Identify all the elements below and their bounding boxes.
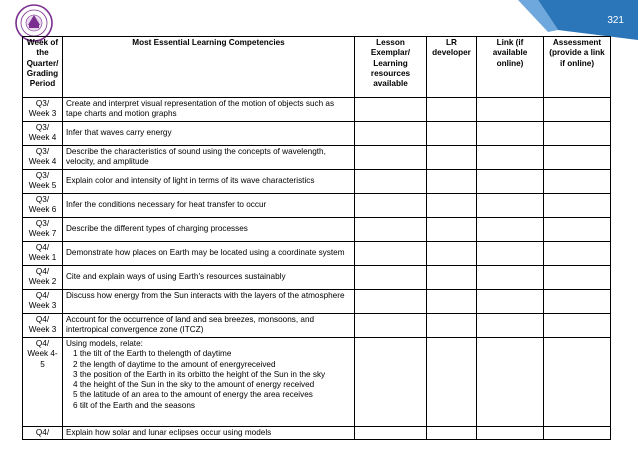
competency-cell: Create and interpret visual representation of the motion of objects such as tape charts and motion graphs xyxy=(63,98,355,122)
competency-cell-models xyxy=(63,338,355,427)
lesson-cell xyxy=(355,290,427,314)
week-cell: Q4/ Week 1 xyxy=(23,242,63,266)
lr-cell xyxy=(427,122,477,146)
assessment-cell xyxy=(544,314,611,338)
lesson-cell xyxy=(355,170,427,194)
assessment-cell xyxy=(544,122,611,146)
link-cell xyxy=(477,194,544,218)
link-cell xyxy=(477,98,544,122)
competency-cell: Infer that waves carry energy xyxy=(63,122,355,146)
lr-cell xyxy=(427,290,477,314)
assessment-cell xyxy=(544,194,611,218)
week-cell: Q3/ Week 4 xyxy=(23,146,63,170)
table-row xyxy=(23,122,611,146)
competency-cell: Infer the conditions necessary for heat transfer to occur xyxy=(63,194,355,218)
assessment-cell xyxy=(544,338,611,427)
competency-cell: Cite and explain ways of using Earth's resources sustainably xyxy=(63,266,355,290)
models-item: 6 tilt of the Earth and the seasons xyxy=(73,400,195,410)
link-cell xyxy=(477,338,544,427)
page-number: 321 xyxy=(607,15,624,26)
lesson-cell xyxy=(355,427,427,440)
lesson-cell xyxy=(355,218,427,242)
link-cell xyxy=(477,218,544,242)
lesson-cell xyxy=(355,266,427,290)
assessment-cell xyxy=(544,218,611,242)
lesson-cell xyxy=(355,242,427,266)
week-cell: Q4/ xyxy=(23,427,63,440)
competency-cell: Explain how solar and lunar eclipses occur using models xyxy=(63,427,355,440)
models-item: 3 the position of the Earth in its orbitto the height of the Sun in the sky xyxy=(73,369,326,379)
lr-cell xyxy=(427,427,477,440)
lesson-cell xyxy=(355,146,427,170)
assessment-cell xyxy=(544,98,611,122)
col-header-link: Link (if available online) xyxy=(477,37,544,98)
link-cell xyxy=(477,242,544,266)
link-cell xyxy=(477,170,544,194)
models-item: 1 the tilt of the Earth to thelength of daytime xyxy=(73,349,232,359)
week-cell: Q3/ Week 4 xyxy=(23,122,63,146)
lr-cell xyxy=(427,266,477,290)
table-row xyxy=(23,266,611,290)
table-row xyxy=(23,194,611,218)
link-cell xyxy=(477,314,544,338)
col-header-competency: Most Essential Learning Competencies xyxy=(63,37,355,98)
table-row xyxy=(23,242,611,266)
models-intro: Using models, relate: xyxy=(66,339,143,348)
table-row xyxy=(23,290,611,314)
table-row xyxy=(23,170,611,194)
link-cell xyxy=(477,427,544,440)
competency-cell: Discuss how energy from the Sun interacts with the layers of the atmosphere xyxy=(63,290,355,314)
lr-cell xyxy=(427,218,477,242)
lesson-cell xyxy=(355,338,427,427)
lr-cell xyxy=(427,194,477,218)
table-row-models xyxy=(23,338,611,427)
lr-cell xyxy=(427,338,477,427)
week-cell: Q3/ Week 3 xyxy=(23,98,63,122)
col-header-assessment: Assessment (provide a link if online) xyxy=(544,37,611,98)
lr-cell xyxy=(427,170,477,194)
table-row xyxy=(23,146,611,170)
lesson-cell xyxy=(355,122,427,146)
lr-cell xyxy=(427,314,477,338)
assessment-cell xyxy=(544,427,611,440)
col-header-week: Week of the Quarter/ Grading Period xyxy=(23,37,63,98)
col-header-lr: LR developer xyxy=(427,37,477,98)
competency-cell: Demonstrate how places on Earth may be located using a coordinate system xyxy=(63,242,355,266)
lr-cell xyxy=(427,146,477,170)
assessment-cell xyxy=(544,290,611,314)
table-row xyxy=(23,427,611,440)
week-cell: Q3/ Week 6 xyxy=(23,194,63,218)
link-cell xyxy=(477,266,544,290)
models-item: 2 the length of daytime to the amount of energyreceived xyxy=(73,359,276,369)
week-cell: Q4/ Week 2 xyxy=(23,266,63,290)
table-row xyxy=(23,218,611,242)
lesson-cell xyxy=(355,194,427,218)
competency-cell: Describe the characteristics of sound using the concepts of wavelength, velocity, and amplitude xyxy=(63,146,355,170)
lesson-cell xyxy=(355,314,427,338)
table-row xyxy=(23,98,611,122)
assessment-cell xyxy=(544,146,611,170)
col-header-lesson: Lesson Exemplar/ Learning resources available xyxy=(355,37,427,98)
competency-cell: Explain color and intensity of light in terms of its wave characteristics xyxy=(63,170,355,194)
link-cell xyxy=(477,122,544,146)
week-cell: Q4/ Week 4-5 xyxy=(23,338,63,427)
week-cell: Q4/ Week 3 xyxy=(23,290,63,314)
lr-cell xyxy=(427,242,477,266)
week-cell: Q3/ Week 5 xyxy=(23,170,63,194)
assessment-cell xyxy=(544,242,611,266)
lr-cell xyxy=(427,98,477,122)
week-cell: Q3/ Week 7 xyxy=(23,218,63,242)
models-item: 5 the latitude of an area to the amount of energy the area receives xyxy=(73,390,313,400)
melc-table xyxy=(22,36,611,440)
table-row xyxy=(23,314,611,338)
week-cell: Q4/ Week 3 xyxy=(23,314,63,338)
table-header-row xyxy=(23,37,611,98)
competency-cell: Describe the different types of charging processes xyxy=(63,218,355,242)
link-cell xyxy=(477,290,544,314)
lesson-cell xyxy=(355,98,427,122)
models-item: 4 the height of the Sun in the sky to the amount of energy received xyxy=(73,380,315,389)
link-cell xyxy=(477,146,544,170)
assessment-cell xyxy=(544,266,611,290)
competency-cell: Account for the occurrence of land and sea breezes, monsoons, and intertropical convergence zone (ITCZ) xyxy=(63,314,355,338)
assessment-cell xyxy=(544,170,611,194)
